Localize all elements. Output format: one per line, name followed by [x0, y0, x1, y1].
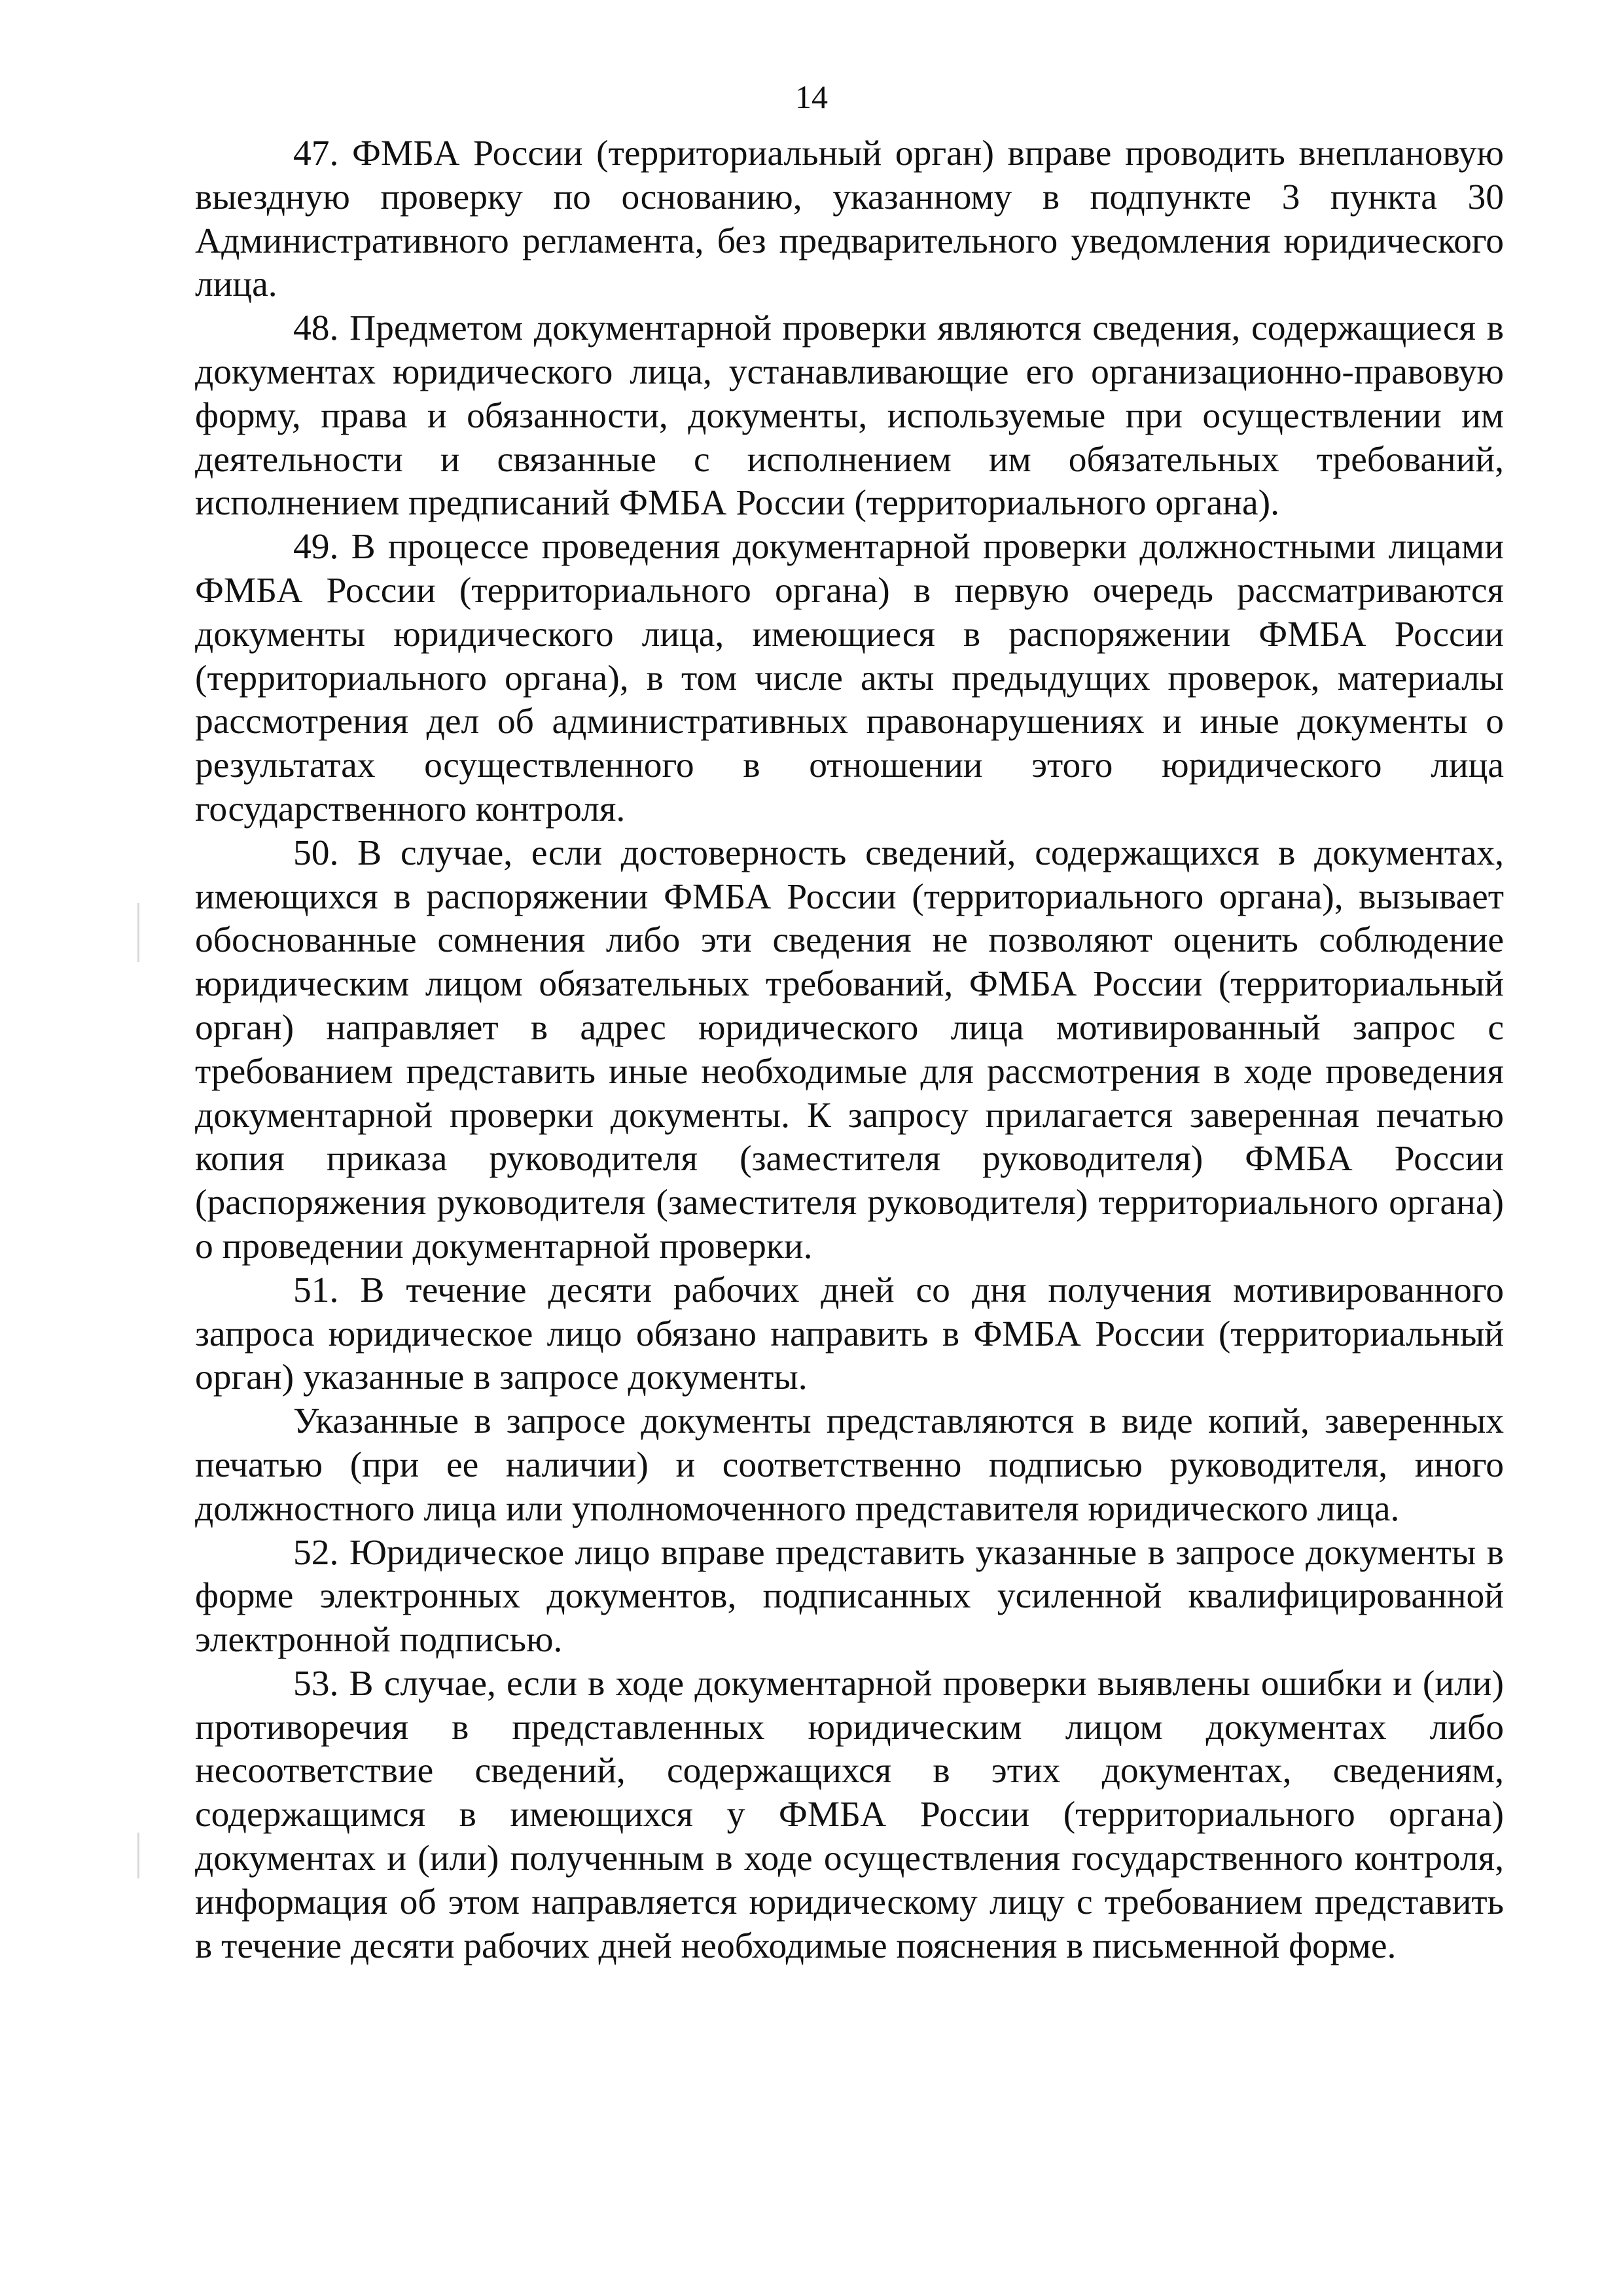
paragraph-50: 50. В случае, если достоверность сведений, содержащихся в документах, имеющихся в распоряжении ФМБА России (территориального органа), вызывает обоснованные сомнения либо эти сведения не позволяют оценить соблюдение юридическим лицом обязательных требований, ФМБА России (территориальный орган) направляет в адрес юридического лица мотивированный запрос с требованием представить иные необходимые для рассмотрения в ходе проведения документарной проверки документы. К запросу прилагается заверенная печатью копия приказа руководителя (заместителя руководителя) ФМБА России (распоряжения руководителя (заместителя руководителя) территориального органа) о проведении документарной проверки. [195, 833, 1504, 1266]
document-body [195, 132, 1504, 1968]
paragraph-53: 53. В случае, если в ходе документарной проверки выявлены ошибки и (или) противоречия в представленных юридическим лицом документах либо несоответствие сведений, содержащихся в этих документах, сведениям, содержащимся в имеющихся у ФМБА России (территориального органа) документах и (или) полученным в ходе осуществления государственного контроля, информация об этом направляется юридическому лицу с требованием представить в течение десяти рабочих дней необходимые пояснения в письменной форме. [195, 1663, 1504, 1966]
scan-edge-mark [137, 903, 139, 962]
paragraph-52: 52. Юридическое лицо вправе представить указанные в запросе документы в форме электронных документов, подписанных усиленной квалифицированной электронной подписью. [195, 1532, 1504, 1660]
paragraph-47: 47. ФМБА России (территориальный орган) вправе проводить внеплановую выездную проверку по основанию, указанному в подпункте 3 пункта 30 Административного регламента, без предварительного уведомления юридического лица. [195, 134, 1504, 305]
paragraph-49: 49. В процессе проведения документарной проверки должностными лицами ФМБА России (территориального органа) в первую очередь рассматриваются документы юридического лица, имеющиеся в распоряжении ФМБА России (территориального органа), в том числе акты предыдущих проверок, материалы рассмотрения дел об административных правонарушениях и иные документы о результатах осуществленного в отношении этого юридического лица государственного контроля. [195, 527, 1504, 829]
paragraph-51: 51. В течение десяти рабочих дней со дня получения мотивированного запроса юридическое лицо обязано направить в ФМБА России (территориальный орган) указанные в запросе документы. [195, 1270, 1504, 1398]
scan-edge-mark [137, 1833, 139, 1878]
page-number: 14 [795, 79, 828, 115]
paragraph-48: 48. Предметом документарной проверки являются сведения, содержащиеся в документах юридического лица, устанавливающие его организационно-правовую форму, права и обязанности, документы, используемые при осуществлении им деятельности и связанные с исполнением им обязательных требований, исполнением предписаний ФМБА России (территориального органа). [195, 308, 1504, 524]
paragraph-51-continued: Указанные в запросе документы представляются в виде копий, заверенных печатью (при ее наличии) и соответственно подписью руководителя, иного должностного лица или уполномоченного представителя юридического лица. [195, 1401, 1504, 1529]
